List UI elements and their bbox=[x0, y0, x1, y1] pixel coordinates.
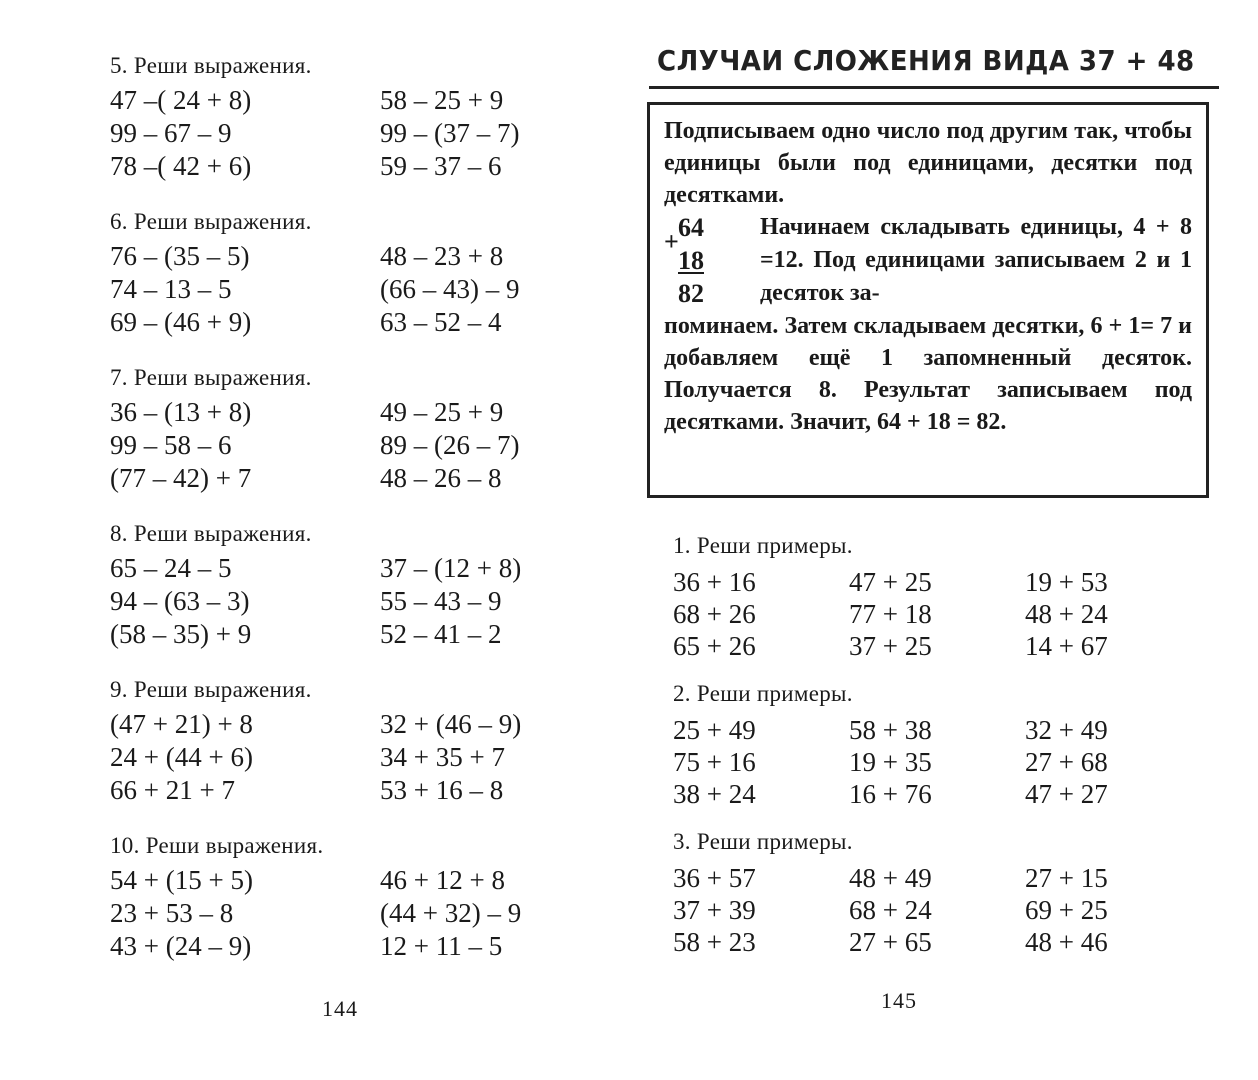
expression: 23 + 53 – 8 bbox=[110, 898, 234, 928]
expression: 53 + 16 – 8 bbox=[380, 775, 504, 805]
expression: 37 + 39 bbox=[673, 895, 756, 925]
expression: 36 – (13 + 8) bbox=[110, 397, 252, 427]
expression: 27 + 15 bbox=[1025, 863, 1108, 893]
expression: 58 + 23 bbox=[673, 927, 756, 957]
exercise-9 bbox=[110, 676, 580, 807]
expression: 46 + 12 + 8 bbox=[380, 865, 505, 895]
exercise-title: 3. Реши примеры. bbox=[673, 829, 853, 854]
expression: 14 + 67 bbox=[1025, 631, 1108, 661]
expression: 43 + (24 – 9) bbox=[110, 931, 252, 961]
expression: 36 + 57 bbox=[673, 863, 756, 893]
exercise-7 bbox=[110, 364, 580, 495]
exercise-1 bbox=[673, 532, 1165, 662]
expression: 37 – (12 + 8) bbox=[380, 553, 522, 583]
expression-grid bbox=[673, 714, 1165, 810]
rule-steps: Начинаем складывать единицы, 4 + 8 =12. Под единицами записываем 2 и 1 десяток за- bbox=[760, 214, 1192, 306]
section-heading: СЛУЧАИ СЛОЖЕНИЯ ВИДА 37 + 48 bbox=[657, 44, 1195, 77]
expression: (44 + 32) – 9 bbox=[380, 898, 522, 928]
expression: 75 + 16 bbox=[673, 747, 756, 777]
expression: 32 + (46 – 9) bbox=[380, 709, 522, 739]
expression: 52 – 41 – 2 bbox=[380, 619, 502, 649]
expression: 48 – 23 + 8 bbox=[380, 241, 504, 271]
expression: 12 + 11 – 5 bbox=[380, 931, 503, 961]
expression-grid bbox=[110, 864, 580, 963]
expression: 63 – 52 – 4 bbox=[380, 307, 502, 337]
expression: 74 – 13 – 5 bbox=[110, 274, 232, 304]
expression: 55 – 43 – 9 bbox=[380, 586, 502, 616]
rule-conclusion: поминаем. Затем складываем десятки, 6 + 1= 7 и добавляем ещё 1 запомненный десяток. Получается 8. Результат записываем под десятками. Значит, 64 + 18 = 82. bbox=[664, 313, 1192, 435]
addend-bottom: 18 bbox=[678, 246, 704, 275]
expression: 25 + 49 bbox=[673, 715, 756, 745]
exercise-10 bbox=[110, 832, 580, 963]
expression: 36 + 16 bbox=[673, 567, 756, 597]
expression: 65 – 24 – 5 bbox=[110, 553, 232, 583]
heading-underline bbox=[649, 86, 1219, 89]
expression-grid bbox=[110, 396, 580, 495]
expression: 94 – (63 – 3) bbox=[110, 586, 250, 616]
exercise-title: 7. Реши выражения. bbox=[110, 365, 312, 390]
expression: 19 + 35 bbox=[849, 747, 932, 777]
exercise-2 bbox=[673, 680, 1165, 810]
exercise-title: 6. Реши выражения. bbox=[110, 209, 312, 234]
expression: 47 + 27 bbox=[1025, 779, 1108, 809]
expression: 65 + 26 bbox=[673, 631, 756, 661]
page-number-left: 144 bbox=[322, 996, 358, 1021]
exercise-title: 2. Реши примеры. bbox=[673, 681, 853, 706]
exercise-title: 1. Реши примеры. bbox=[673, 533, 853, 558]
expression-grid bbox=[110, 708, 580, 807]
expression: 58 + 38 bbox=[849, 715, 932, 745]
expression: 58 – 25 + 9 bbox=[380, 85, 504, 115]
expression: 48 + 49 bbox=[849, 863, 932, 893]
expression: 66 + 21 + 7 bbox=[110, 775, 235, 805]
expression: (77 – 42) + 7 bbox=[110, 463, 252, 493]
expression: 68 + 26 bbox=[673, 599, 756, 629]
expression: 38 + 24 bbox=[673, 779, 756, 809]
expression: 27 + 65 bbox=[849, 927, 932, 957]
expression: 48 + 46 bbox=[1025, 927, 1108, 957]
exercise-title: 5. Реши выражения. bbox=[110, 53, 312, 78]
right-page bbox=[629, 0, 1258, 1080]
exercise-5 bbox=[110, 52, 580, 183]
expression: 48 + 24 bbox=[1025, 599, 1108, 629]
exercise-title: 8. Реши выражения. bbox=[110, 521, 312, 546]
expression: 47 –( 24 + 8) bbox=[110, 85, 252, 115]
expression: 77 + 18 bbox=[849, 599, 932, 629]
expression: (47 + 21) + 8 bbox=[110, 709, 253, 739]
expression-grid bbox=[673, 862, 1165, 958]
addend-top: 64 bbox=[678, 213, 704, 242]
exercise-title: 10. Реши выражения. bbox=[110, 833, 324, 858]
expression: 27 + 68 bbox=[1025, 747, 1108, 777]
expression: 59 – 37 – 6 bbox=[380, 151, 502, 181]
exercise-title: 9. Реши выражения. bbox=[110, 677, 312, 702]
exercise-6 bbox=[110, 208, 580, 339]
expression: 16 + 76 bbox=[849, 779, 932, 809]
rule-intro: Подписываем одно число под другим так, чтобы единицы были под единицами, десятки под десятками. bbox=[664, 118, 1192, 208]
sum-result: 82 bbox=[678, 279, 704, 308]
expression: (66 – 43) – 9 bbox=[380, 274, 520, 304]
expression-grid bbox=[110, 552, 580, 651]
plus-sign: + bbox=[664, 227, 679, 256]
expression: 19 + 53 bbox=[1025, 567, 1108, 597]
expression: 37 + 25 bbox=[849, 631, 932, 661]
expression: 48 – 26 – 8 bbox=[380, 463, 502, 493]
column-addition bbox=[664, 211, 742, 310]
expression: 89 – (26 – 7) bbox=[380, 430, 520, 460]
expression: 69 + 25 bbox=[1025, 895, 1108, 925]
column-addition-example bbox=[664, 211, 1192, 310]
expression: (58 – 35) + 9 bbox=[110, 619, 252, 649]
expression-grid bbox=[110, 84, 580, 183]
expression: 99 – (37 – 7) bbox=[380, 118, 520, 148]
exercise-8 bbox=[110, 520, 580, 651]
rule-box bbox=[647, 102, 1209, 498]
expression: 32 + 49 bbox=[1025, 715, 1108, 745]
expression: 49 – 25 + 9 bbox=[380, 397, 504, 427]
page-number-right: 145 bbox=[881, 988, 917, 1013]
expression: 99 – 67 – 9 bbox=[110, 118, 232, 148]
expression: 78 –( 42 + 6) bbox=[110, 151, 252, 181]
expression: 47 + 25 bbox=[849, 567, 932, 597]
expression: 54 + (15 + 5) bbox=[110, 865, 253, 895]
expression: 24 + (44 + 6) bbox=[110, 742, 253, 772]
exercise-3 bbox=[673, 828, 1165, 958]
expression-grid bbox=[110, 240, 580, 339]
expression-grid bbox=[673, 566, 1165, 662]
expression: 69 – (46 + 9) bbox=[110, 307, 252, 337]
expression: 68 + 24 bbox=[849, 895, 932, 925]
expression: 34 + 35 + 7 bbox=[380, 742, 505, 772]
expression: 99 – 58 – 6 bbox=[110, 430, 232, 460]
expression: 76 – (35 – 5) bbox=[110, 241, 250, 271]
